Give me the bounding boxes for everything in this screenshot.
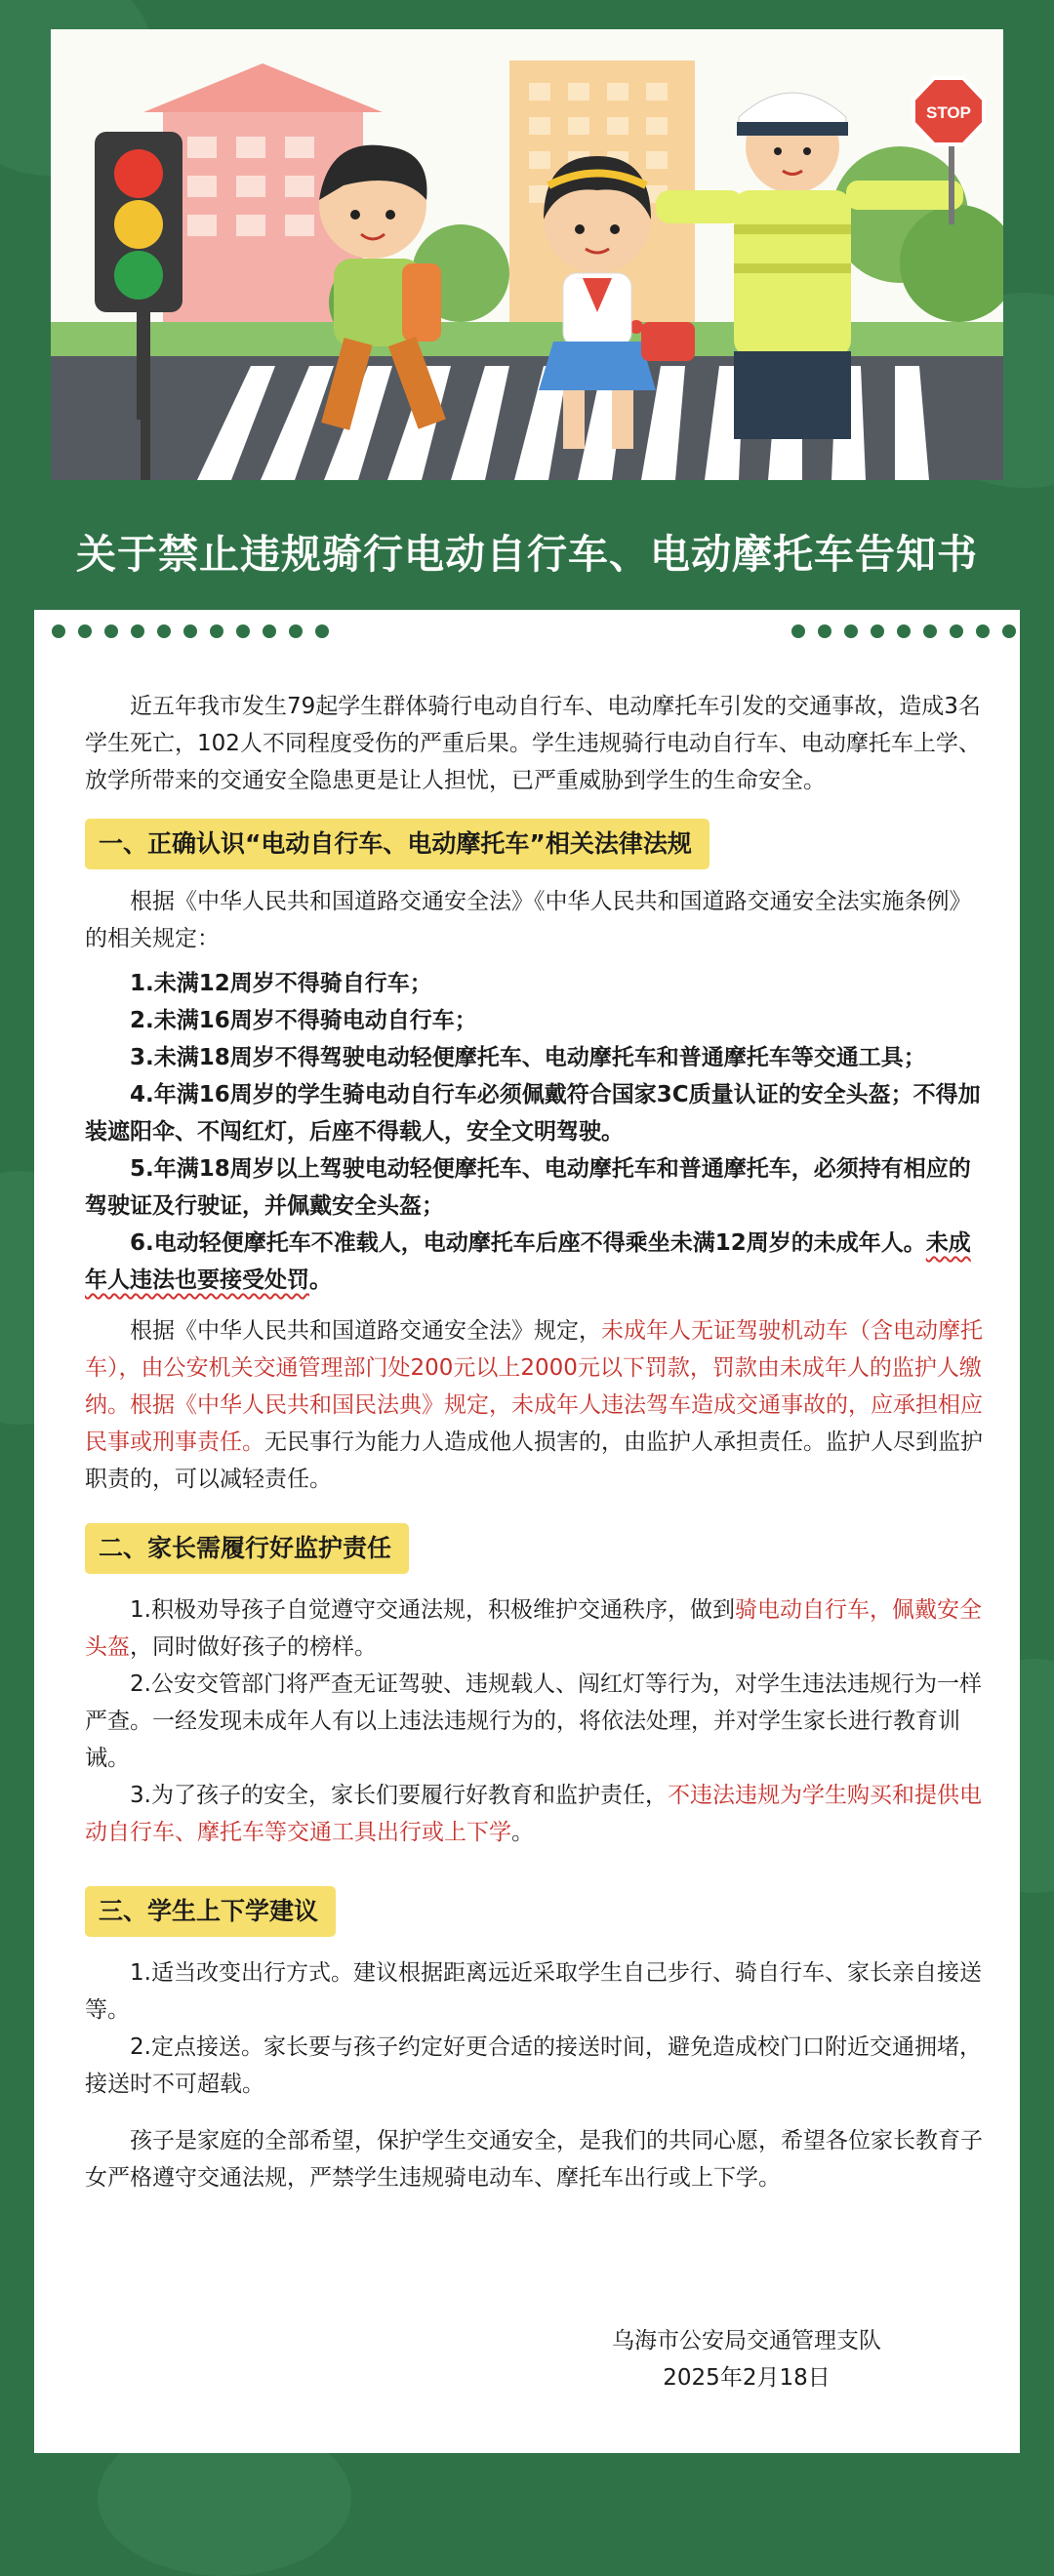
notice-card — [34, 610, 1020, 2453]
list-item: 4.年满16周岁的学生骑电动自行车必须佩戴符合国家3C质量认证的安全头盔；不得加装遮阳伞、不闯红灯，后座不得载人，安全文明驾驶。 — [85, 1082, 981, 1145]
section1 — [85, 819, 983, 1498]
law-text-end: 无民事行为能力人造成他人损害的，由监护人承担责任。监护人尽到监护职责的，可以减轻责任。 — [85, 1429, 983, 1492]
section2-p1-text: 1.积极劝导孩子自觉遵守交通法规，积极维护交通秩序，做到 — [130, 1597, 735, 1623]
section3-heading: 三、学生上下学建议 — [85, 1886, 336, 1937]
section1-lead: 根据《中华人民共和国道路交通安全法》《中华人民共和国道路交通安全法实施条例》的相关规定： — [85, 889, 972, 951]
law-paragraph — [85, 1312, 983, 1498]
item6-end: 。 — [309, 1268, 332, 1293]
dot-row-right — [791, 624, 1016, 638]
section2-p1-red: 骑电动自行车，佩戴安全头盔 — [85, 1597, 982, 1660]
banner-illustration — [51, 29, 1003, 480]
law-red-text: 未成年人无证驾驶机动车（含电动摩托车），由公安机关交通管理部门处200元以上2000元以下罚款，罚款由未成年人的监护人缴纳。根据《中华人民共和国民法典》规定，未成年人违法驾车造成交通事故的，应承担相应民事或刑事责任。 — [85, 1318, 983, 1455]
section2-p1-end: ，同时做好孩子的榜样。 — [130, 1634, 377, 1660]
intro-paragraph: 近五年我市发生79起学生群体骑行电动自行车、电动摩托车引发的交通事故，造成3名学生死亡，102人不同程度受伤的严重后果。学生违规骑行电动自行车、电动摩托车上学、放学所带来的交通安全隐患更是让人担忧，已严重威胁到学生的生命安全。 — [85, 694, 981, 793]
section2-p3 — [85, 1777, 983, 1851]
section1-list — [85, 965, 983, 1299]
item6-text: 6.电动轻便摩托车不准载人，电动摩托车后座不得乘坐未满12周岁的未成年人。 — [130, 1230, 926, 1256]
list-item: 1.未满12周岁不得骑自行车； — [130, 971, 432, 996]
dot-row-left — [52, 624, 329, 638]
section2 — [85, 1523, 983, 1851]
list-item — [85, 1225, 983, 1299]
section2-p3-red: 不违法违规为学生购买和提供电动自行车、摩托车等交通工具出行或上下学 — [85, 1783, 982, 1845]
section2-p2: 2.公安交管部门将严查无证驾驶、违规载人、闯红灯等行为，对学生违法违规行为一样严查。一经发现未成年人有以上违法违规行为的，将依法处理，并对学生家长进行教育训诫。 — [85, 1671, 982, 1771]
list-item: 5.年满18周岁以上驾驶电动轻便摩托车、电动摩托车和普通摩托车，必须持有相应的驾驶证及行驶证，并佩戴安全头盔； — [85, 1156, 971, 1219]
section3-p1: 1.适当改变出行方式。建议根据距离远近采取学生自己步行、骑自行车、家长亲自接送等。 — [85, 1960, 982, 2023]
notice-body — [85, 688, 983, 2196]
section3-p2: 2.定点接送。家长要与孩子约定好更合适的接送时间，避免造成校门口附近交通拥堵，接送时不可超载。 — [85, 2034, 982, 2097]
section2-p1 — [85, 1591, 983, 1666]
law-text: 根据《中华人民共和国道路交通安全法》规定， — [130, 1318, 601, 1344]
list-item: 3.未满18周岁不得驾驶电动轻便摩托车、电动摩托车和普通摩托车等交通工具； — [130, 1045, 926, 1070]
closing-paragraph: 孩子是家庭的全部希望，保护学生交通安全，是我们的共同心愿，希望各位家长教育子女严格遵守交通法规，严禁学生违规骑电动车、摩托车出行或上下学。 — [85, 2128, 983, 2191]
section2-p3-text: 3.为了孩子的安全，家长们要履行好教育和监护责任， — [130, 1783, 668, 1808]
section1-heading: 一、正确认识“电动自行车、电动摩托车”相关法律法规 — [85, 819, 709, 869]
signature-date: 2025年2月18日 — [663, 2365, 831, 2391]
signature-org: 乌海市公安局交通管理支队 — [612, 2328, 881, 2354]
section3 — [85, 1886, 983, 2103]
section2-heading: 二、家长需履行好监护责任 — [85, 1523, 409, 1574]
section2-p3-end: 。 — [511, 1820, 534, 1845]
page-title: 关于禁止违规骑行电动自行车、电动摩托车告知书 — [76, 531, 978, 578]
item6-underlined-text: 未成年人违法也要接受处罚 — [85, 1230, 971, 1293]
crossing-scene-illustration — [51, 29, 1003, 480]
list-item: 2.未满16周岁不得骑电动自行车； — [130, 1008, 477, 1033]
stop-sign-text: STOP — [926, 103, 971, 122]
